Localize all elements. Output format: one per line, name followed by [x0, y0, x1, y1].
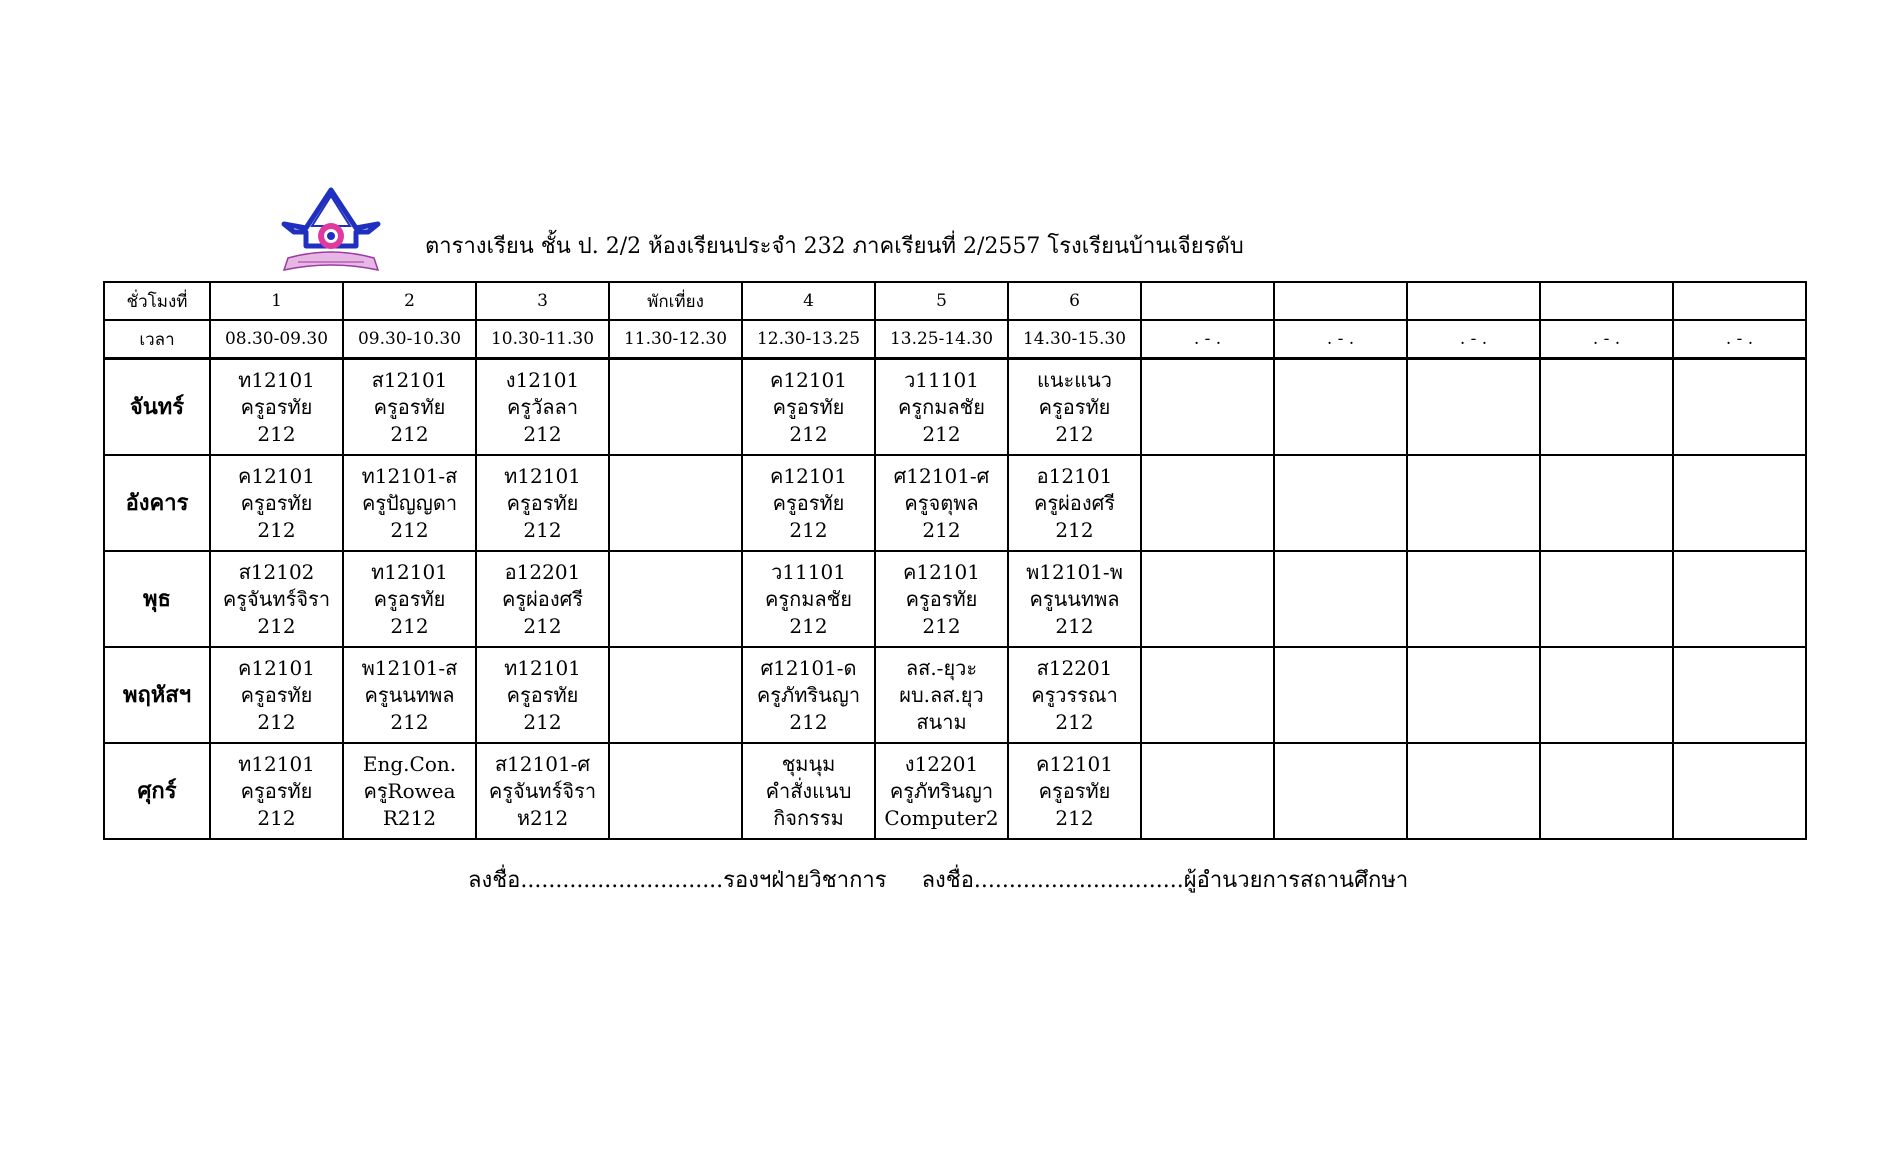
class-cell — [210, 647, 343, 743]
period-number: 2 — [343, 282, 476, 320]
class-cell — [1673, 647, 1806, 743]
class-cell — [1407, 647, 1540, 743]
time-slot: 12.30-13.25 — [742, 320, 875, 359]
period-number — [1673, 282, 1806, 320]
teacher-name: ครูจันทร์จิรา — [222, 586, 331, 611]
subject-code: ท12101 — [238, 367, 315, 392]
class-cell — [476, 359, 609, 456]
period-header-row — [104, 282, 1806, 320]
time-slot: . - . — [1540, 320, 1673, 359]
class-cell — [1141, 551, 1274, 647]
time-slot: 13.25-14.30 — [875, 320, 1008, 359]
class-cell — [1540, 359, 1673, 456]
school-logo — [276, 186, 386, 276]
class-cell — [476, 551, 609, 647]
teacher-name: ครูกมลชัย — [765, 586, 852, 611]
period-number: 1 — [210, 282, 343, 320]
room: 212 — [1055, 805, 1094, 830]
teacher-name: ครูอรทัย — [240, 778, 313, 803]
class-cell — [609, 551, 742, 647]
day-row — [104, 455, 1806, 551]
teacher-name: ครูกมลชัย — [898, 394, 985, 419]
signature-academic-deputy: ลงชื่อ.............................รองฯฝ่ายวิชาการ — [468, 868, 887, 893]
day-name: อังคาร — [104, 455, 210, 551]
room: 212 — [523, 709, 562, 734]
subject-code: ว11101 — [904, 367, 979, 392]
class-cell — [875, 359, 1008, 456]
teacher-name: ครูวรรณา — [1031, 682, 1118, 707]
room: 212 — [1055, 517, 1094, 542]
period-number: พักเที่ยง — [609, 282, 742, 320]
class-cell — [476, 743, 609, 839]
subject-code: ส12101 — [371, 367, 448, 392]
teacher-name: ครูปัญญดา — [361, 490, 458, 515]
class-cell — [1274, 743, 1407, 839]
class-cell — [1407, 359, 1540, 456]
subject-code: แนะแนว — [1036, 367, 1113, 392]
period-number — [1407, 282, 1540, 320]
teacher-name: ครูภัทรินญา — [756, 682, 861, 707]
room: 212 — [789, 517, 828, 542]
day-name: ศุกร์ — [104, 743, 210, 839]
class-cell — [1673, 455, 1806, 551]
class-cell — [742, 551, 875, 647]
class-cell — [875, 647, 1008, 743]
room: 212 — [922, 517, 961, 542]
signature-director: ลงชื่อ..............................ผู้อำนวยการสถานศึกษา — [921, 868, 1409, 893]
class-cell — [1008, 743, 1141, 839]
class-cell — [343, 743, 476, 839]
teacher-name: ครูจันทร์จิรา — [488, 778, 597, 803]
class-cell — [210, 743, 343, 839]
class-cell — [609, 743, 742, 839]
day-row — [104, 647, 1806, 743]
room: 212 — [390, 709, 429, 734]
teacher-name: ครูภัทรินญา — [889, 778, 994, 803]
time-slot: . - . — [1141, 320, 1274, 359]
class-cell — [1673, 359, 1806, 456]
class-cell — [1141, 743, 1274, 839]
room: 212 — [257, 709, 296, 734]
subject-code: ค12101 — [1035, 751, 1113, 776]
class-cell — [343, 647, 476, 743]
subject-code: ง12201 — [904, 751, 979, 776]
class-cell — [1008, 647, 1141, 743]
time-slot: . - . — [1274, 320, 1407, 359]
class-cell — [476, 647, 609, 743]
class-cell — [476, 455, 609, 551]
teacher-name: ครูอรทัย — [1038, 394, 1111, 419]
subject-code: ส12101-ศ — [494, 751, 591, 776]
subject-code: ว11101 — [771, 559, 846, 584]
teacher-name: ผบ.ลส.ยุว — [899, 682, 984, 707]
class-cell — [742, 647, 875, 743]
day-name: จันทร์ — [104, 359, 210, 456]
period-number: 3 — [476, 282, 609, 320]
teacher-name: ครูอรทัย — [506, 682, 579, 707]
room: 212 — [789, 709, 828, 734]
teacher-name: ครูผ่องศรี — [501, 586, 584, 611]
teacher-name: ครูอรทัย — [240, 682, 313, 707]
teacher-name: ครูอรทัย — [240, 394, 313, 419]
period-number — [1274, 282, 1407, 320]
room: 212 — [789, 613, 828, 638]
room: 212 — [922, 421, 961, 446]
teacher-name: ครูอรทัย — [772, 490, 845, 515]
class-cell — [343, 455, 476, 551]
room: Computer2 — [884, 805, 999, 830]
time-slot: 09.30-10.30 — [343, 320, 476, 359]
teacher-name: ครูผ่องศรี — [1033, 490, 1116, 515]
subject-code: ง12101 — [505, 367, 580, 392]
period-header-label: ชั่วโมงที่ — [104, 282, 210, 320]
class-cell — [210, 551, 343, 647]
class-cell — [875, 743, 1008, 839]
class-cell — [1274, 551, 1407, 647]
class-cell — [1673, 551, 1806, 647]
room: 212 — [523, 517, 562, 542]
class-cell — [1540, 455, 1673, 551]
class-cell — [1274, 359, 1407, 456]
class-cell — [210, 359, 343, 456]
room: 212 — [523, 613, 562, 638]
subject-code: ค12101 — [769, 367, 847, 392]
teacher-name: ครูอรทัย — [506, 490, 579, 515]
subject-code: ท12101 — [504, 655, 581, 680]
teacher-name: คำสั่งแนบ — [765, 778, 852, 803]
teacher-name: ครูจตุพล — [904, 490, 979, 515]
class-cell — [875, 455, 1008, 551]
room: 212 — [1055, 613, 1094, 638]
room: ห212 — [516, 805, 569, 830]
subject-code: ค12101 — [769, 463, 847, 488]
room: 212 — [257, 517, 296, 542]
class-cell — [210, 455, 343, 551]
room: 212 — [257, 613, 296, 638]
time-slot: 10.30-11.30 — [476, 320, 609, 359]
room: 212 — [1055, 421, 1094, 446]
class-cell — [1141, 455, 1274, 551]
time-slot: . - . — [1673, 320, 1806, 359]
subject-code: ค12101 — [237, 655, 315, 680]
teacher-name: ครูอรทัย — [373, 586, 446, 611]
teacher-name: ครูอรทัย — [1038, 778, 1111, 803]
timetable — [103, 281, 1807, 840]
subject-code: ท12101 — [504, 463, 581, 488]
class-cell — [1540, 743, 1673, 839]
teacher-name: ครูRowea — [363, 778, 456, 803]
class-cell — [1407, 455, 1540, 551]
room: กิจกรรม — [773, 805, 844, 830]
time-slot: 11.30-12.30 — [609, 320, 742, 359]
class-cell — [1274, 647, 1407, 743]
time-slot: 14.30-15.30 — [1008, 320, 1141, 359]
day-row — [104, 551, 1806, 647]
room: 212 — [390, 517, 429, 542]
class-cell — [742, 743, 875, 839]
room: 212 — [523, 421, 562, 446]
class-cell — [609, 455, 742, 551]
class-cell — [1673, 743, 1806, 839]
class-cell — [1141, 647, 1274, 743]
subject-code: ส12102 — [238, 559, 315, 584]
time-slot: 08.30-09.30 — [210, 320, 343, 359]
subject-code: พ12101-พ — [1026, 559, 1123, 584]
page-title: ตารางเรียน ชั้น ป. 2/2 ห้องเรียนประจำ 232 ภาคเรียนที่ 2/2557 โรงเรียนบ้านเจียรดับ — [425, 234, 1244, 259]
period-number: 4 — [742, 282, 875, 320]
subject-code: ท12101-ส — [361, 463, 458, 488]
time-slot: . - . — [1407, 320, 1540, 359]
subject-code: ลส.-ยุวะ — [905, 655, 978, 680]
class-cell — [1008, 455, 1141, 551]
room: สนาม — [916, 709, 967, 734]
class-cell — [1274, 455, 1407, 551]
class-cell — [1540, 647, 1673, 743]
period-number — [1540, 282, 1673, 320]
subject-code: ค12101 — [902, 559, 980, 584]
signature-line — [468, 862, 1408, 897]
period-number: 6 — [1008, 282, 1141, 320]
class-cell — [742, 359, 875, 456]
teacher-name: ครูนนทพล — [1029, 586, 1120, 611]
class-cell — [875, 551, 1008, 647]
subject-code: ส12201 — [1036, 655, 1113, 680]
class-cell — [1141, 359, 1274, 456]
class-cell — [1008, 359, 1141, 456]
room: 212 — [390, 613, 429, 638]
room: 212 — [390, 421, 429, 446]
day-name: พุธ — [104, 551, 210, 647]
teacher-name: ครูอรทัย — [905, 586, 978, 611]
subject-code: ท12101 — [238, 751, 315, 776]
room: 212 — [1055, 709, 1094, 734]
class-cell — [1008, 551, 1141, 647]
subject-code: ชุมนุม — [781, 751, 836, 776]
period-number: 5 — [875, 282, 1008, 320]
teacher-name: ครูอรทัย — [373, 394, 446, 419]
time-label: เวลา — [104, 320, 210, 359]
subject-code: Eng.Con. — [362, 751, 457, 776]
class-cell — [609, 359, 742, 456]
class-cell — [609, 647, 742, 743]
room: 212 — [922, 613, 961, 638]
subject-code: ศ12101-ศ — [893, 463, 990, 488]
room: 212 — [257, 805, 296, 830]
subject-code: ศ12101-ด — [760, 655, 857, 680]
teacher-name: ครูนนทพล — [364, 682, 455, 707]
class-cell — [343, 359, 476, 456]
class-cell — [343, 551, 476, 647]
day-row — [104, 359, 1806, 456]
subject-code: ค12101 — [237, 463, 315, 488]
day-name: พฤหัสฯ — [104, 647, 210, 743]
subject-code: อ12201 — [504, 559, 581, 584]
day-row — [104, 743, 1806, 839]
teacher-name: ครูอรทัย — [772, 394, 845, 419]
class-cell — [1407, 551, 1540, 647]
class-cell — [1407, 743, 1540, 839]
period-number — [1141, 282, 1274, 320]
subject-code: พ12101-ส — [361, 655, 458, 680]
room: R212 — [382, 805, 437, 830]
room: 212 — [789, 421, 828, 446]
teacher-name: ครูวัลลา — [506, 394, 579, 419]
class-cell — [742, 455, 875, 551]
subject-code: อ12101 — [1036, 463, 1113, 488]
room: 212 — [257, 421, 296, 446]
subject-code: ท12101 — [371, 559, 448, 584]
class-cell — [1540, 551, 1673, 647]
time-row — [104, 320, 1806, 359]
teacher-name: ครูอรทัย — [240, 490, 313, 515]
